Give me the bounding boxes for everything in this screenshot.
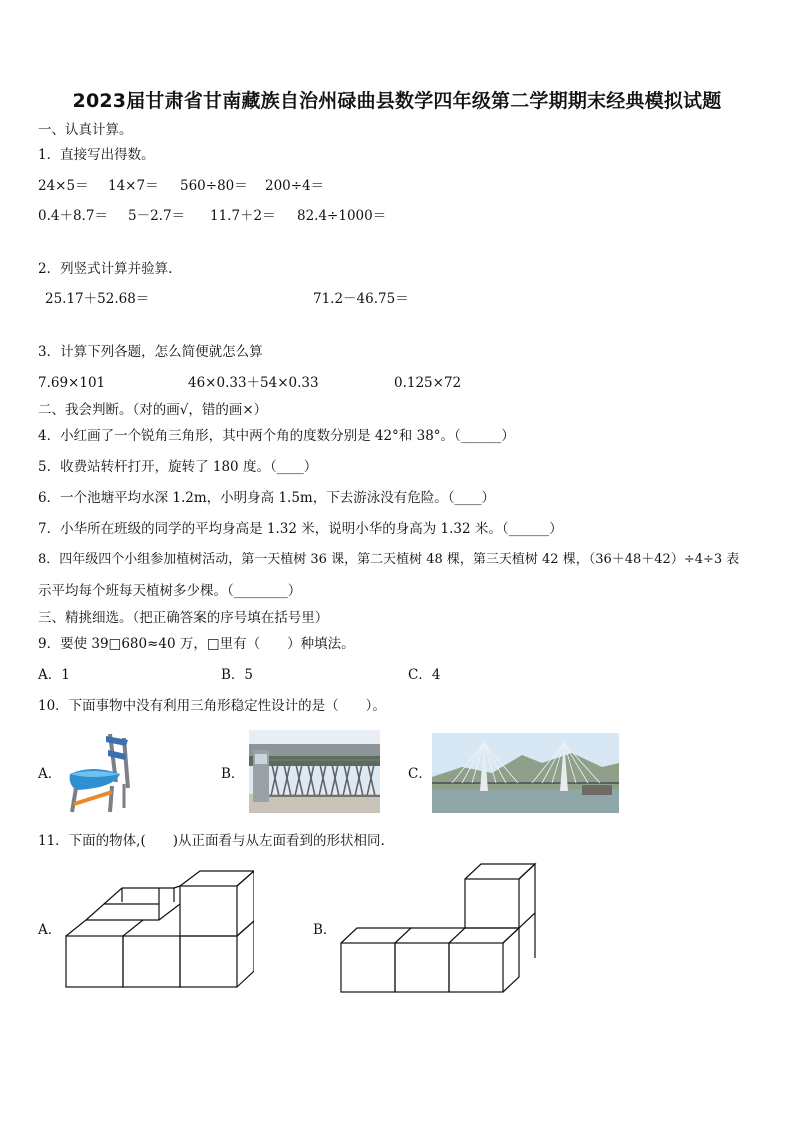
cube-stack-b-figure <box>339 862 539 994</box>
q1-item: 0.4＋8.7＝ <box>38 208 108 224</box>
page-title: 2023届甘肃省甘南藏族自治州碌曲县数学四年级第二学期期末经典模拟试题 <box>72 90 722 112</box>
q10-option-c: C． <box>408 766 432 782</box>
q2-item: 71.2－46.75＝ <box>313 291 409 307</box>
chair-image <box>62 730 132 815</box>
q11-option-b: B． <box>313 922 337 938</box>
question-1-prompt: 1．直接写出得数。 <box>38 147 155 163</box>
question-8-line-2: 示平均每个班每天植树多少棵。（________） <box>38 583 302 599</box>
q1-item: 5－2.7＝ <box>128 208 186 224</box>
question-6: 6．一个池塘平均水深 1.2m，小明身高 1.5m，下去游泳没有危险。（____） <box>38 490 495 506</box>
q11-option-a: A． <box>38 922 62 938</box>
q1-item: 14×7＝ <box>108 178 159 194</box>
cable-stayed-bridge-image <box>432 733 619 813</box>
question-7: 7．小华所在班级的同学的平均身高是 1.32 米，说明小华的身高为 1.32 米。（______） <box>38 521 563 537</box>
q3-item: 46×0.33＋54×0.33 <box>188 375 319 391</box>
question-11-prompt: 11．下面的物体,( )从正面看与从左面看到的形状相同. <box>38 833 385 849</box>
section-1-heading: 一、认真计算。 <box>38 122 133 138</box>
q1-item: 24×5＝ <box>38 178 89 194</box>
section-3-heading: 三、精挑细选。（把正确答案的序号填在括号里） <box>38 610 329 626</box>
q9-option-c: C．4 <box>408 667 441 683</box>
q1-item: 82.4÷1000＝ <box>297 208 387 224</box>
question-2-prompt: 2．列竖式计算并验算. <box>38 261 173 277</box>
section-2-heading: 二、我会判断。（对的画√，错的画×） <box>38 402 268 418</box>
q9-option-a: A．1 <box>38 667 70 683</box>
question-4: 4．小红画了一个锐角三角形，其中两个角的度数分别是 42°和 38°。（______） <box>38 428 515 444</box>
question-3-prompt: 3．计算下列各题，怎么简便就怎么算 <box>38 344 263 360</box>
q10-option-a: A． <box>38 766 62 782</box>
q3-item: 7.69×101 <box>38 375 106 391</box>
q9-option-b: B．5 <box>221 667 254 683</box>
q2-item: 25.17＋52.68＝ <box>45 291 150 307</box>
q10-option-b: B． <box>221 766 245 782</box>
retractable-gate-image <box>249 730 380 813</box>
question-8-line-1: 8．四年级四个小组参加植树活动，第一天植树 36 课，第二天植树 48 棵，第三天植树 42 棵，（36＋48＋42）÷4÷3 表 <box>38 552 740 567</box>
q1-item: 11.7＋2＝ <box>210 208 276 224</box>
q1-item: 560÷80＝ <box>180 178 248 194</box>
cube-stack-a-figure <box>64 868 254 990</box>
q1-item: 200÷4＝ <box>265 178 325 194</box>
question-9-prompt: 9．要使 39□680≈40 万，□里有（ ）种填法。 <box>38 636 355 652</box>
q3-item: 0.125×72 <box>394 375 462 391</box>
question-5: 5．收费站转杆打开，旋转了 180 度。（____） <box>38 459 318 475</box>
question-10-prompt: 10．下面事物中没有利用三角形稳定性设计的是（ ）。 <box>38 698 386 714</box>
